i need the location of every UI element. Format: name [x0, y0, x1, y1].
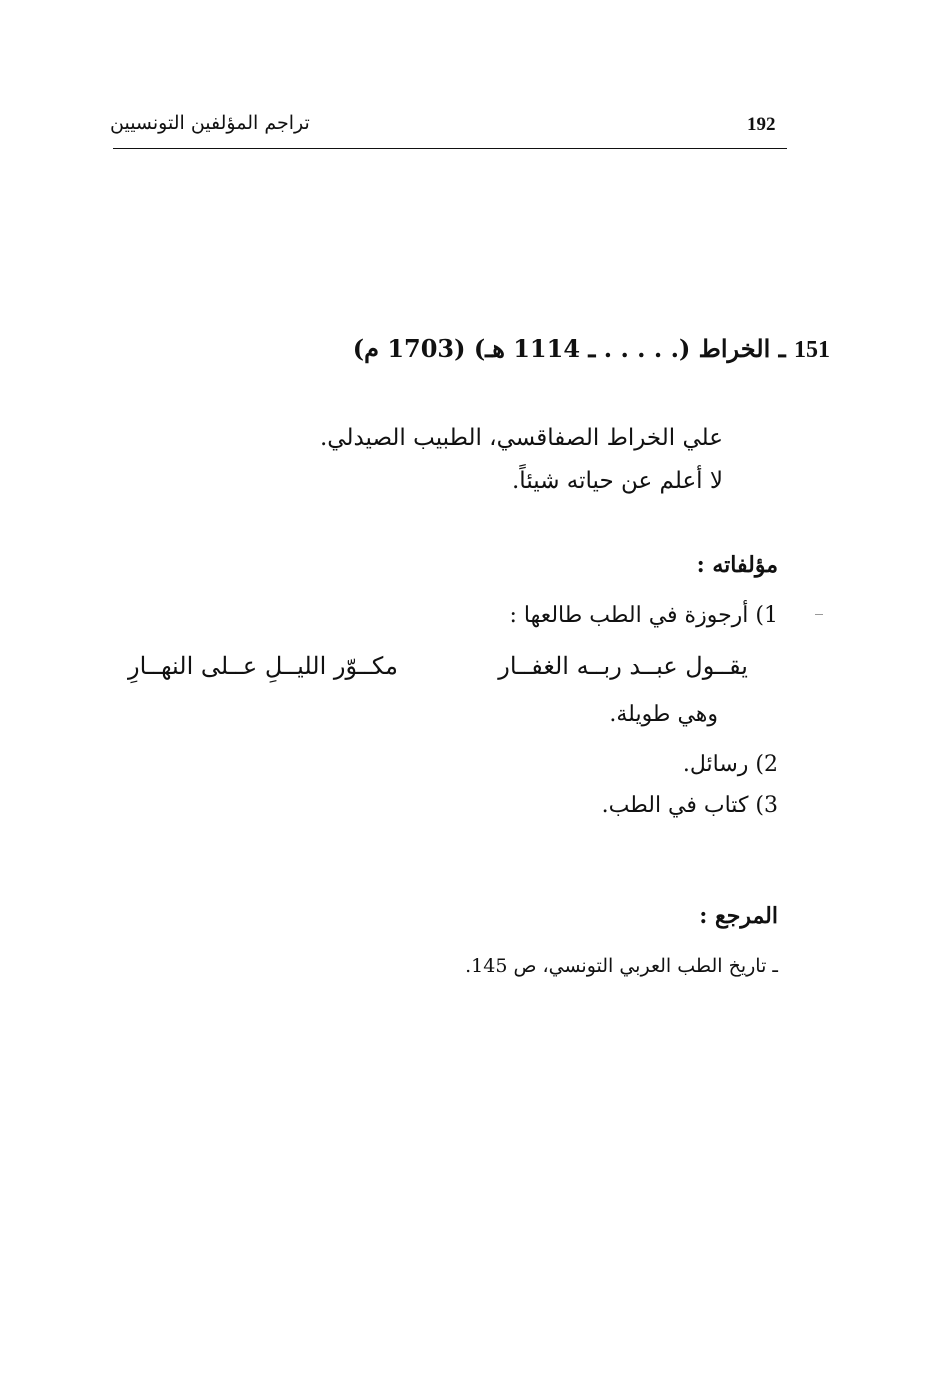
- entry-heading: [353, 334, 830, 364]
- bio-line-2: لا أعلم عن حياته شيئاً.: [512, 468, 723, 494]
- verse-second-hemistich: مكــوّر الليــلِ عــلى النهــارِ: [128, 652, 399, 680]
- bio-line-1: علي الخراط الصفاقسي، الطبيب الصيدلي.: [319, 425, 723, 451]
- verse-first-hemistich: يقــول عبــد ربــه الغفــار: [498, 652, 748, 680]
- work-item-2: 2) رسائل.: [682, 752, 778, 777]
- header-divider: [113, 148, 787, 149]
- page-number: 192: [747, 114, 776, 135]
- entry-number: 151: [794, 337, 830, 363]
- margin-mark: [815, 614, 823, 615]
- works-heading: مؤلفاته :: [696, 552, 778, 578]
- work-item-3: 3) كتاب في الطب.: [601, 793, 778, 818]
- work-item-1: 1) أرجوزة في الطب طالعها :: [509, 603, 778, 628]
- running-header-title: تراجم المؤلفين التونسيين: [110, 112, 310, 134]
- entry-title: ـ الخراط (. . . . . ـ 1114 هـ) (1703 م): [352, 334, 786, 363]
- reference-item: ـ تاريخ الطب العربي التونسي، ص 145.: [465, 955, 778, 977]
- verse-note: وهي طويلة.: [609, 702, 718, 727]
- poem-verse: [128, 652, 748, 680]
- reference-heading: المرجع :: [699, 903, 778, 929]
